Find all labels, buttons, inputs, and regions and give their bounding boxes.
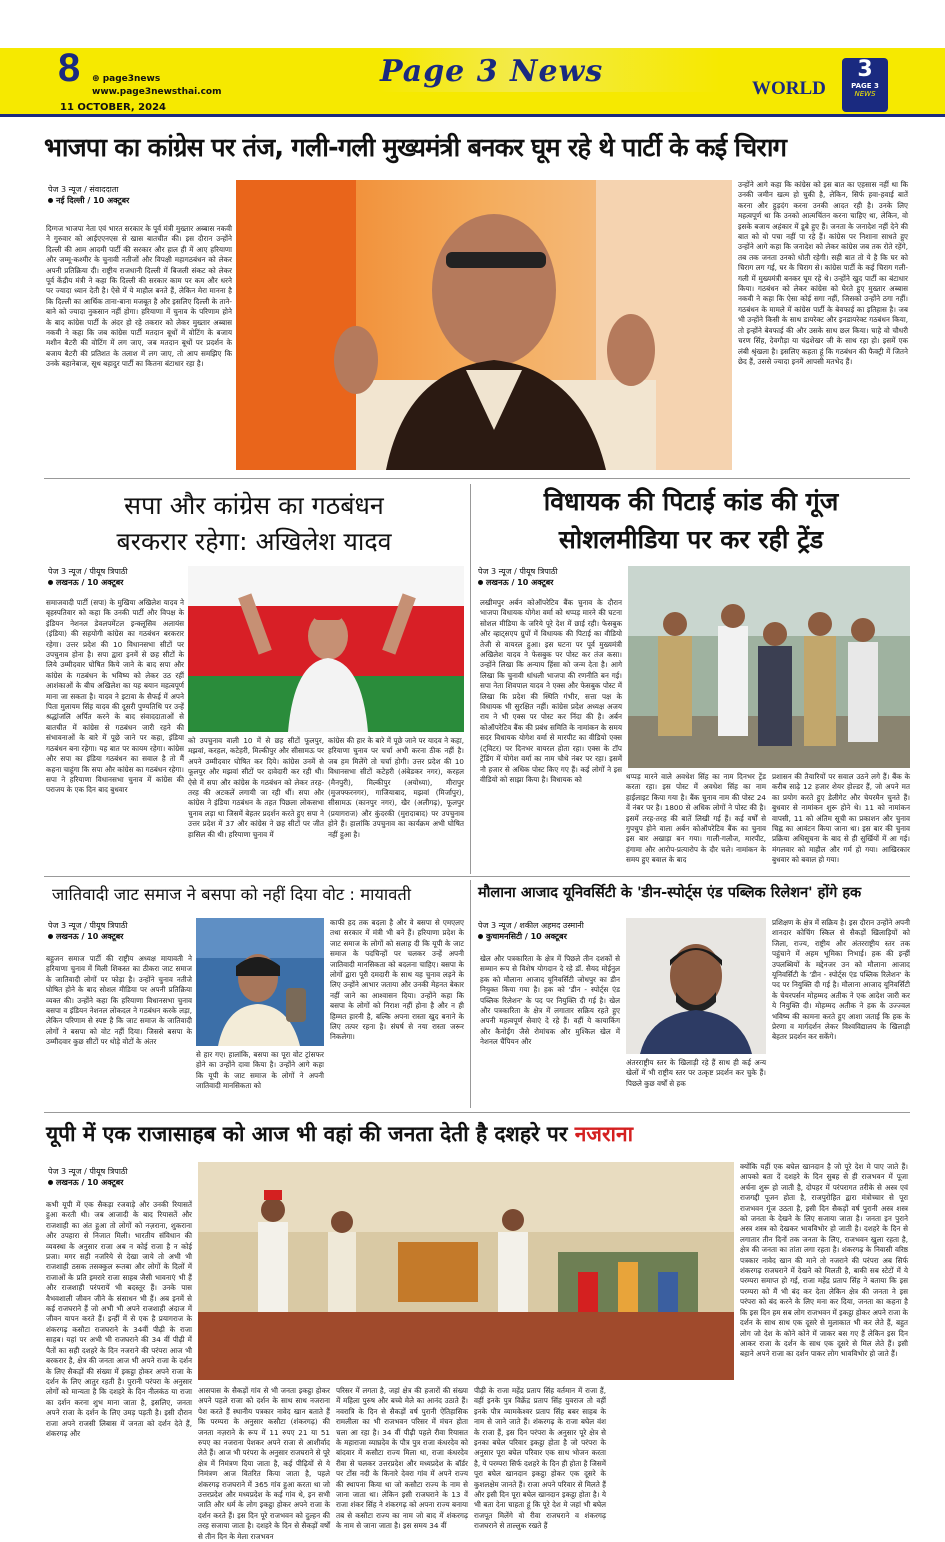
story6-headline-main: यूपी में एक राजासाहब को आज भी वहां की जनता देती है दशहरे पर [46, 1122, 575, 1146]
story6-byline: पेज 3 न्यूज / पीयूष त्रिपाठी लखनऊ / 10 अक्टूबर [48, 1167, 128, 1187]
divider [44, 876, 910, 877]
story4-byline: पेज 3 न्यूज / पीयूष त्रिपाठी लखनऊ / 10 अक्टूबर [48, 921, 128, 941]
story5-headline: मौलाना आजाद यूनिवर्सिटी के 'डीन-स्पोर्ट्स एंड पब्लिक रिलेशन' होंगे हक [478, 885, 862, 901]
story3-col3: प्रशासन की तैयारियों पर सवाल उठने लगे हैं। बैंक के करीब साढ़े 12 हजार शेयर होल्डर हैं, जो अपने मत का प्रयोग करते हुए डेलीगेट और चेयरमैन चुनते हैं। बुधवार से नामांकन शुरू होने थे। 11 को नामांकन वापसी, 11 को अंतिम सूची का प्रकाशन और चुनाव चिह्न का आवंटन किया जाना था। इस बार की चुनाव प्रक्रिया अधिसूचना के बाद से ही सुर्खियों में आ गई। मंगलवार को माहौल और गर्म हो गया। आखिरकार बुधवार को बवाल हो गया। [772, 772, 910, 865]
story5-col1: खेल और पत्रकारिता के क्षेत्र में पिछले तीन दशकों से सम्मान रूप से विशेष योगदान दे रहे डॉ. सैयद मोईनुल हक को मौलाना आजाद यूनिवर्सिटी जोधपुर का डीन नियुक्त किया गया है। हक को 'डीन - स्पोर्ट्स एंड पब्लिक रिलेशन' के पद पर नियुक्ति दी गई है। खेल और पत्रकारिता के क्षेत्र में लगातार सक्रिय रहते हुए अपनी महत्वपूर्ण सेवाएं दे रहे हैं। वहीं ये कायाकिंग और कैनोईंग जैसे रोमांचक और मुश्किल खेल में नेशनल चैंपियन और [480, 954, 620, 1047]
site-handle[interactable]: page3news [102, 74, 161, 84]
story1-byline: पेज 3 न्यूज / संवाददाता नई दिल्ली / 10 अक्टूबर [48, 185, 130, 205]
story3-headline-line1: विधायक की पिटाई कांड की गूंज [543, 487, 839, 516]
story4-col3: काफी हद तक बदला है और वे बसपा से एमएलए तथा सरकार में मंत्री भी बने हैं। हरियाणा प्रदेश के जाट समाज के लोगों को सलाह दी कि यूपी के जाट समाज के पदचिन्हों पर चलकर उन्हें अपनी जातिवादी मानसिकता को बदलना चाहिए। बसपा के लोगों द्वारा पूरी दमदारी के साथ यह चुनाव लड़ने के लिए उन्होंने आभार जताया और उनकी मेहनत बेकार नहीं जाने का आश्वासन दिया। उन्होंने कहा कि बसपा के लोगों को निराश नहीं होना है और न ही हिम्मत हारनी है, बल्कि अपना रास्ता खुद बनाने के लिए तत्पर रहना है। संघर्ष से नया रास्ता जरूर निकलेगा। [330, 918, 464, 1042]
bullet-icon [48, 198, 53, 203]
story5-col3: प्रशिक्षण के क्षेत्र में सक्रिय है। इस दौरान उन्होंने अपनी शानदार कोचिंग स्किल से सैकड़ों खिलाड़ियों को जिला, राज्य, राष्ट्रीय और अंतरराष्ट्रीय स्तर तक पहुंचाने में अहम भूमिका निभाई। हक की इन्हीं उपलब्धियों के मद्देनजर उन को मौलाना आजाद यूनिवर्सिटी के 'डीन - स्पोर्ट्स एंड पब्लिक रिलेशन' के पद पर नियुक्ति दी गई है। मौलाना आजाद यूनिवर्सिटी के चेयरपर्सन मोहम्मद अतीक ने एक आदेश जारी कर ये नियुक्ति दी। मोहम्मद अतीक ने हक के उज्ज्वल भविष्य की कामना करते हुए आशा जताई कि हक के प्रेरणा व मार्गदर्शन लेकर विश्वविद्यालय के खिलाड़ी बेहतर प्रदर्शन कर सकेंगे। [772, 918, 910, 1042]
bullet-icon [478, 580, 483, 585]
story1-col-right: उन्होंने आगे कहा कि कांग्रेस को इस बात का एहसास नहीं था कि उनकी जमीन खत्म हो चुकी है, लेकिन, सिर्फ हवा-हवाई बातें करना और हुड़दंग करना उनकी आदत रही है। उनके लिए महत्वपूर्ण था कि उनको आत्मचिंतन करना चाहिए था, लेकिन, वो इसके बजाय अहंकार में डूबे हुए हैं। जनता के जनादेश नहीं देने की बात को वो पचा नहीं पा रहे हैं। कांग्रेस पर निशाना साधते हुए उन्होंने आगे कहा कि जनादेश को लेकर कांग्रेस जब तक रोते रहेंगे, तब तक जनता उनको धोती रहेगी। सही बात तो ये है कि घर को चिराग लग गई, घर के चिराग से। कांग्रेस पार्टी के कई चिराग गली-गली में मुख्यमंत्री बनकर घूम रहे थे। उन्होंने खुद पार्टी का बंटाधार किया। गठबंधन को लेकर कांग्रेस को घेरते हुए मुख्तार अब्बास नकवी ने कहा कि ऐसा कोई सगा नहीं, जिसको उन्होंने ठगा नहीं। गठबंधन के मामले में कांग्रेस पार्टी के बेवफाई का इतिहास है। जब भी उन्होंने किसी के साथ डायरेक्ट और इनडायरेक्ट गठबंधन किया, तो इन्होंने बेवफाई की और उसके साथ छल किया। चाहे वो चौधरी चरण सिंह, देवगौड़ा या चंद्रशेखर जी के साथ रहा हो। इसमें एक लंबी श्रृंखला है। इसलिए कहता हूं कि गठबंधन की फैक्ट्री में जितने छेद हैं, उससे ज्यादा इनमें आपसी मतभेद हैं। [738, 180, 908, 366]
story6-col-right: क्योंकि यहीं एक बघेल खानदान है जो पूरे देश मे पाए जाते हैं। आपको बता दें दशहरे के दिन सुबह से ही राजभवन में पूजा अर्चना शुरू हो जाती है, दोपहर में परंपरागत तरीके से अस्त्र एवं राजगद्दी पूजन होता है, राजपुरोहित द्वारा मंत्रोच्चार से पूरा राजभवन गूंज उठता है, इसी दिन सैकड़ों वर्ष पुरानी अस्त्र शस्त्र को जनता के देखने के लिए सजाया जाता है। जनता इन पुराने अस्त्र शस्त्र को देखकर भावविभोर हो जाती है। दशहरे के दिन से लगातार तीन दिनों तक जनता के लिए, राजभवन खुला रहता है, क्षेत्र की जनता का तांता लगा रहता है। शंकरगढ़ के निवासी वरिष्ठ पत्रकार नावेद खान की माने तो नजराने की परंपरा अब सिर्फ शंकरगढ़ राजघराने में देखने को मिलती है, बाकी सब स्टेटों में ये परम्परा समाप्त हो गई, राजा महेंद्र प्रताप सिंह ने बताया कि इस परम्परा को मैं भी बंद कर देता लेकिन क्षेत्र की जनता ने इस परंपरा को बंद करने के लिए मना कर दिया, जनता का कहना है कि इस दिन हम सब लोग राजभवन में इकट्ठा होकर अपने राजा के दर्शन के साथ साथ एक दूसरे से मुलाकात भी कर लेते हैं, बहुत लोग जो देश के कोने कोने में जाकर बस गए हैं लेकिन इस दिन आकर राजा के दर्शन के साथ एक दूसरे से मिल लेते हैं। इसी बहाने अपने राजा का दर्शन पाकर लोग भावविभोर हो जाते हैं। [740, 1162, 908, 1359]
story6-headline-accent: नजराना [574, 1122, 634, 1146]
badge-line1: PAGE 3 [851, 82, 879, 90]
story2-col3: कांग्रेस की हार के बारे में पूछे जाने पर यादव ने कहा, हरियाणा चुनाव पर चर्चा अभी करना ठीक नहीं है। जब हम मिलेंगे तो चर्चा होगी। उत्तर प्रदेश की 10 विधानसभा सीटों कटेहरी (अंबेडकर नगर), करहल (मैनपुरी), मिल्कीपुर (अयोध्या), मीरापुर (मुजफ्फरनगर), गाजियाबाद, मझवां (मिर्जापुर), सीसामऊ (कानपुर नगर), खैर (अलीगढ़), फूलपुर (प्रयागराज) और कुंदरकी (मुरादाबाद) पर उपचुनाव होने हैं। हालांकि उपचुनाव का कार्यक्रम अभी घोषित नहीं हुआ है। [328, 736, 464, 839]
header-rule [0, 114, 945, 117]
bullet-icon [478, 934, 483, 939]
page-number: 8 [58, 46, 81, 90]
website-url[interactable]: www.page3newsthai.com [92, 87, 222, 97]
story2-headline-line2: बरकरार रहेगा: अखिलेश यादव [116, 527, 392, 556]
story6-col4: पीढ़ी के राजा महेंद्र प्रताप सिंह वर्तमान में राजा हैं, वहीं इनके पुत्र विक्रेंद्र प्रताप सिंह युवराज तो वहीं इनके पौत्र व्यामकेश्वर प्रताप सिंह बबर साहब के नाम से जाने जाते हैं। शंकरगढ़ के राजा बघेल वंश के राजा हैं, इस दिन परंपरा के अनुसार पूरे क्षेत्र से इनका बघेल परिवार इकट्ठा होता है जो परंपरा के अनुसार पूरा बघेल परिवार एक साथ भोजन करता है, ये परम्परा सिर्फ दशहरे के दिन ही होता है जिसमें पूरा बघेल खानदान इकट्ठा होकर एक दूसरे के कुशलक्षेम जानते हैं। राजा अपने परिवार से मिलते हैं और इसी दिन पूरा बघेल खानदान इकट्ठा होता है। ये भी बता देना चाहता हूं कि पूरे देश मे जहां भी बघेल राजपूत मिलेंगे वो रीवा राजघराने व शंकरगढ़ राजघराने से ताल्लुक रखते हैं [474, 1386, 606, 1531]
logo: Page 3 News [380, 54, 604, 89]
bullet-icon [48, 580, 53, 585]
brand-badge [842, 58, 888, 112]
divider [44, 1112, 910, 1113]
bullet-icon [48, 934, 53, 939]
section-label: WORLD [752, 78, 826, 99]
divider [44, 478, 910, 479]
story5-col2: अंतरराष्ट्रीय स्तर के खिलाड़ी रहे हैं साथ ही कई अन्य खेलों में भी राष्ट्रीय स्तर पर उत्कृष्ट प्रदर्शन कर चुके हैं। पिछले कुछ वर्षों से हक [626, 1058, 766, 1088]
photo-naqvi [236, 180, 732, 470]
photo-akhilesh [188, 566, 464, 732]
story2-headline-line1: सपा और कांग्रेस का गठबंधन [124, 491, 384, 520]
issue-date: 11 OCTOBER, 2024 [60, 102, 167, 113]
story6-col3: परिसर में लगता है, जहां क्षेत्र की हजारों की संख्या में महिला पुरुष और बच्चे मेले का आनंद उठाते हैं। नवरात्रि के दिन से सैकड़ों वर्ष पुरानी ऐतिहासिक रामलीला का भी राजभवन परिसर में मंचन होता चला आ रहा है। 34 वीं पीढ़ी पहले रीवा रियासत के महाराजा व्याघ्रदेव के पौत्र पुत्र राजा कंधरदेव को बांदवार में कसौटा राज्य मिला था, राजा कंधरदेव रीवा से चलकर उत्तरप्रदेश और मध्यप्रदेश के बॉर्डर पर टोंस नदी के किनारे देवरा गांव में अपने राज्य की स्थापना किया था जो कसौटा राज्य के नाम से जाना जाता था। लेकिन इसी राजघराने के 13 वें राजा शंकर सिंह ने शंकरगढ़ को अपना राज्य बनाया तब से कसौटा राज्य का नाम जो बाद में शंकरगढ़ के नाम से जाना जाता है। इस समय 34 वीं [336, 1386, 468, 1531]
story6-col1: कभी यूपी में एक सैकड़ा रजवाड़े और उनकी रियासतें हुआ करती थी। जब आजादी के बाद रियासतें और राजशाही का अंत हुआ तो लोगों को नज़राना, शुकराना और उपहारा से निजात मिली। भारतीय संविधान की व्यवस्था के अनुसार राजा अब न कोई राजा है न कोई प्रजा। मगर सही नजरिये से देखा जाये तो अभी भी राजशाही ठसक तसक्कुल रूतबा और लोगों के दिलों में राजाओं के प्रति इमरारे राजा साहब जैसी भावनाएं भी हैं और राजशाही परंपरायें भी बदस्तूर हैं। उनके पास वैभवशाली जीवन जीने के संसाधन भी हैं। अब इनमें से कई राजघराने हैं जो अभी भी अपने राजशाही अंदाज में जीवन यापन करते हैं। इन्हीं में से एक है प्रयागराज के शंकरगढ़ कसौटा राजघराने के 34वीं पीढ़ी के राजा साहब। यहां पर अभी भी राजघराने की 34 वीं पीढ़ी में पैतों का सही दशहरे के दिन नजराने की परंपरा आज भी बरकरार है, क्षेत्र की जनता आज भी अपने राजा के दर्शन के लिए सैकड़ों की संख्या में इकट्ठा होकर अपने राजा के दर्शन के लिए आतुर रहती है। पुरानी परंपरा के अनुसार लोगों को मान्यता है कि दशहरे के दिन नीलकंठ या राजा का दर्शन करना शुभ माना जाता है, इसलिए, जनता अपने राजा के दर्शन के लिए उमड़ पड़ती है। इसी दौरान राजा अपने राजसी लिबास में जनता को दर्शन देते हैं, शंकरगढ़ और [46, 1200, 192, 1438]
story1-col1: दिग्गज भाजपा नेता एवं भारत सरकार के पूर्व मंत्री मुख्तार अब्बास नकवी ने गुरुवार को आईएएनएस से खास बातचीत की। इस दौरान उन्होंने दिल्ली की आम आदमी पार्टी की सरकार और हाल ही में आए हरियाणा और जम्मू-कश्मीर के चुनावी नतीजों और विपक्षी महागठबंधन को लेकर अपनी प्रतिक्रिया दी। राष्ट्रीय राजधानी दिल्ली में बिजली संकट को लेकर पूर्व केंद्रीय मंत्री ने कहा कि दिल्ली की सरकार काम पर कम और धरने पर ज्यादा ध्यान देती है। ऐसे में ये माहौल बनते हैं, लेकिन मेरा मानना है कि दिल्ली का आर्थिक ताना-बाना मजबूत है और इसलिए दिल्ली के ताने-बाने को ज्यादा नुकसान नहीं होगा। हरियाणा में चुनाव के परिणाम होने के बाद कांग्रेस पार्टी के अंदर हो रहे तकरार को लेकर मुख्तार अब्बास नकवी ने कहा कि जब कांग्रेस पार्टी मतदान बूथों में वोटिंग के बजाय मशीन बैटरी की वोटिंग में लग जाए, जब मतदान बूथों पर प्रदर्शन के बजाय बैटरी की प्रतिशत के तलाश में लग जाए, तो आप समझिए कि उनके बहानेबाज, सूथ बहादुर पार्टी का कितना बंटाधार रहा है। [46, 224, 232, 369]
story2-col1: समाजवादी पार्टी (सपा) के मुखिया अखिलेश यादव ने बृहस्पतिवार को कहा कि उनकी पार्टी और विपक्ष के इंडियन नेशनल डेवलपमेंटल इन्क्लूसिव अलायंस (इंडिया) की सहयोगी कांग्रेस का गठबंधन बरकरार रहेगा। उत्तर प्रदेश की 10 विधानसभा सीटों पर उपचुनाव होना है। सपा द्वारा इनमें से छह सीटों के लिये उम्मीदवार घोषित किये जाने के बाद सपा और कांग्रेस के गठबंधन के भविष्य को लेकर उठ रहीं आशंकाओं के बीच अखिलेश का यह बयान महत्वपूर्ण माना जा सकता है। यादव ने इटावा के सैफई में अपने पिता मुलायम सिंह यादव की दूसरी पुण्यतिथि पर उन्हें श्रद्धांजलि अर्पित करने के बाद संवाददाताओं से बातचीत में कांग्रेस से गठबंधन जारी रहने की संभावनाओं के बारे में पूछे जाने पर कहा, इंडिया गठबंधन बना रहेगा। यह बात पर कायम रहेगा। कांग्रेस और सपा का इंडिया गठबंधन का सवाल है तो मैं कहना चाहूंगा कि सपा और कांग्रेस का गठबंधन रहेगा। सपा ने हरियाणा विधानसभा चुनाव में कांग्रेस की पराजय के एक दिन बाद बुधवार [46, 598, 184, 795]
story2-col2: को उपचुनाव वाली 10 में से छह सीटों फूलपुर, मझवां, करहल, कटेहरी, मिल्कीपुर और सीसामऊ पर अपने उम्मीदवार घोषित कर दिये। कांग्रेस उनमें से फूलपुर और मझवां सीटों पर दावेदारी कर रही थी। ऐसे में सपा और कांग्रेस के गठबंधन को लेकर तरह-तरह की अटकलें लगायी जा रही थीं। सपा और कांग्रेस ने इंडिया गठबंधन के तहत पिछला लोकसभा चुनाव लड़ा था जिसमें बेहतर प्रदर्शन करते हुए सपा ने उत्तर प्रदेश में 37 और कांग्रेस ने छह सीटों पर जीत हासिल की थी। हरियाणा चुनाव में [188, 736, 324, 839]
web-icon: ⊕ [92, 74, 103, 84]
story3-col1: लखीमपुर अर्बन कोऑपरेटिव बैंक चुनाव के दौरान भाजपा विधायक योगेश वर्मा को थप्पड़ मारने की घटना सोशल मीडिया के जरिये पूरे देश में छाई रही। फेसबुक और व्हाट्सएप ग्रुपों में विधायक की पिटाई का वीडियो तेजी से वायरल हुआ। इस घटना पर पूर्व मुख्यमंत्री अखिलेश यादव ने फेसबुक पर पोस्ट कर तंज कसा। उन्होंने लिखा कि अन्याय हिंसा को जन्म देता है। आगे लिखा कि चुनावी धांधली भाजपा की रणनीति बन गई। सपा नेता शिवपाल यादव ने एक्स और फेसबुक पोस्ट में लिखा कि प्रदेश की स्थिति गंभीर, सत्ता पक्ष के विधायक भी सुरक्षित नहीं। कांग्रेस प्रदेश अध्यक्ष अजय राय ने भी एक्स पर पोस्ट कर निंदा की है। अर्बन कोऑपरेटिव बैंक की प्रबंध समिति के नामांकन के समय सदर विधायक योगेश वर्मा से मारपीट का वीडियो एक्स (ट्विटर) पर दिनभर वायरल होता रहा। एक्स के टॉप ट्रेंडिंग में योगेश वर्मा का नाम चौथे नंबर पर रहा। इसमें नौ हजार से अधिक पोस्ट किए गए हैं। कई लोगों ने इस वीडियो को साझा किया है। विधायक को [480, 598, 622, 784]
story2-byline: पेज 3 न्यूज / पीयूष त्रिपाठी लखनऊ / 10 अक्टूबर [48, 567, 128, 587]
story3-col2: थप्पड़ मारने वाले अवधेश सिंह का नाम दिनभर ट्रेंड करता रहा। इस पोस्ट में अवधेश सिंह का नाम हाईलाइट किया गया है। बैंक चुनाव नाम की पोस्ट 24 वें नंबर पर है। 1800 से अधिक लोगों ने पोस्ट की है। इसमें तरह-तरह की बातें लिखी गई हैं। कई वर्षों से गुपचुप होने वाला अर्बन कोऑपरेटिव बैंक का चुनाव इस बार अखाड़ा बन गया। गाली-गलौज, मारपीट, हंगामा और आरोप-प्रत्यारोप के दौर चले। नामांकन के समय हुए बवाल के बाद [626, 772, 766, 865]
bullet-icon [48, 1180, 53, 1185]
photo-dussehra [198, 1162, 734, 1380]
story3-byline: पेज 3 न्यूज / पीयूष त्रिपाठी लखनऊ / 10 अक्टूबर [478, 567, 558, 587]
story4-headline: जातिवादी जाट समाज ने बसपा को नहीं दिया वोट : मायावती [52, 885, 412, 904]
badge-number: 3 [857, 57, 873, 82]
photo-scuffle [628, 566, 910, 768]
story6-headline [46, 1120, 908, 1148]
site-handle-row [92, 74, 160, 84]
story1-headline: भाजपा का कांग्रेस पर तंज, गली-गली मुख्यमंत्री बनकर घूम रहे थे पार्टी के कई चिराग [44, 133, 787, 163]
story6-col2: आसपास के सैकड़ों गांव से भी जनता इकट्ठा होकर अपने पहले राजा को दर्शन के साथ साथ नजराना पेश करते हैं स्थानीय पत्रकार नावेद खान बताते हैं कि परम्परा के अनुसार कसौटा (शंकरगढ़) की जनता नज़राने के रूप में 11 रुपए 21 या 51 रुपए का नजराना पेशकर अपने राजा से आशीर्वाद लेते हैं। आज भी परंपरा के अनुसार राजघराने से पूरे क्षेत्र में निमंत्रण दिया जाता है, कई पीढ़ियों से ये निमंत्रण आज वितरित किया जाता है, पहले शंकरगढ़ राजघराने में 365 गांव हुआ करता था जो उत्तरप्रदेश और मध्यप्रदेश के कई गांव थे, इन सभी जाति और धर्म के लोग इकट्ठा होकर अपने राजा के दर्शन करते हैं। इस दिन पूरे राजभवन को दुल्हन की तरह सजाया जाता है। दशहरे के दिन से सैकड़ों वर्षों से तीन दिन के मेला राजभवन [198, 1386, 330, 1541]
vertical-divider [470, 880, 471, 1108]
photo-mayawati [196, 918, 324, 1046]
story5-byline: पेज 3 न्यूज / शकील अहमद उस्मानी कुचामनसिटी / 10 अक्टूबर [478, 921, 584, 941]
story3-headline-line2: सोशलमीडिया पर कर रही ट्रेंड [558, 525, 824, 554]
vertical-divider [470, 484, 471, 874]
story4-col1: बहुजन समाज पार्टी की राष्ट्रीय अध्यक्ष मायावती ने हरियाणा चुनाव में मिली शिकस्त का ठीकरा जाट समाज के जातिवादी लोगों पर फोड़ा है। उन्होंने चुनाव नतीजे घोषित होने के बाद सोशल मीडिया पर अपनी प्रतिक्रिया व्यक्त की। उन्होंने कहा कि हरियाणा विधानसभा चुनाव बसपा व इंडियन नेशनल लोकदल ने गठबंधन करके लड़ा, लेकिन परिणाम से स्पष्ट है कि जाट समाज के जातिवादी लोगों ने बसपा को वोट नहीं दिया। जिससे बसपा के उम्मीदवार कुछ सीटों पर थोड़े वोटों के अंतर [46, 954, 192, 1047]
photo-haq [626, 918, 766, 1054]
story4-col2: से हार गए। हालांकि, बसपा का पूरा वोट ट्रांसफर होने का उन्होंने दावा किया है। उन्होंने आगे कहा कि यूपी के जाट समाज के लोगों ने अपनी जातिवादी मानसिकता को [196, 1050, 324, 1091]
badge-line2: NEWS [854, 90, 876, 98]
